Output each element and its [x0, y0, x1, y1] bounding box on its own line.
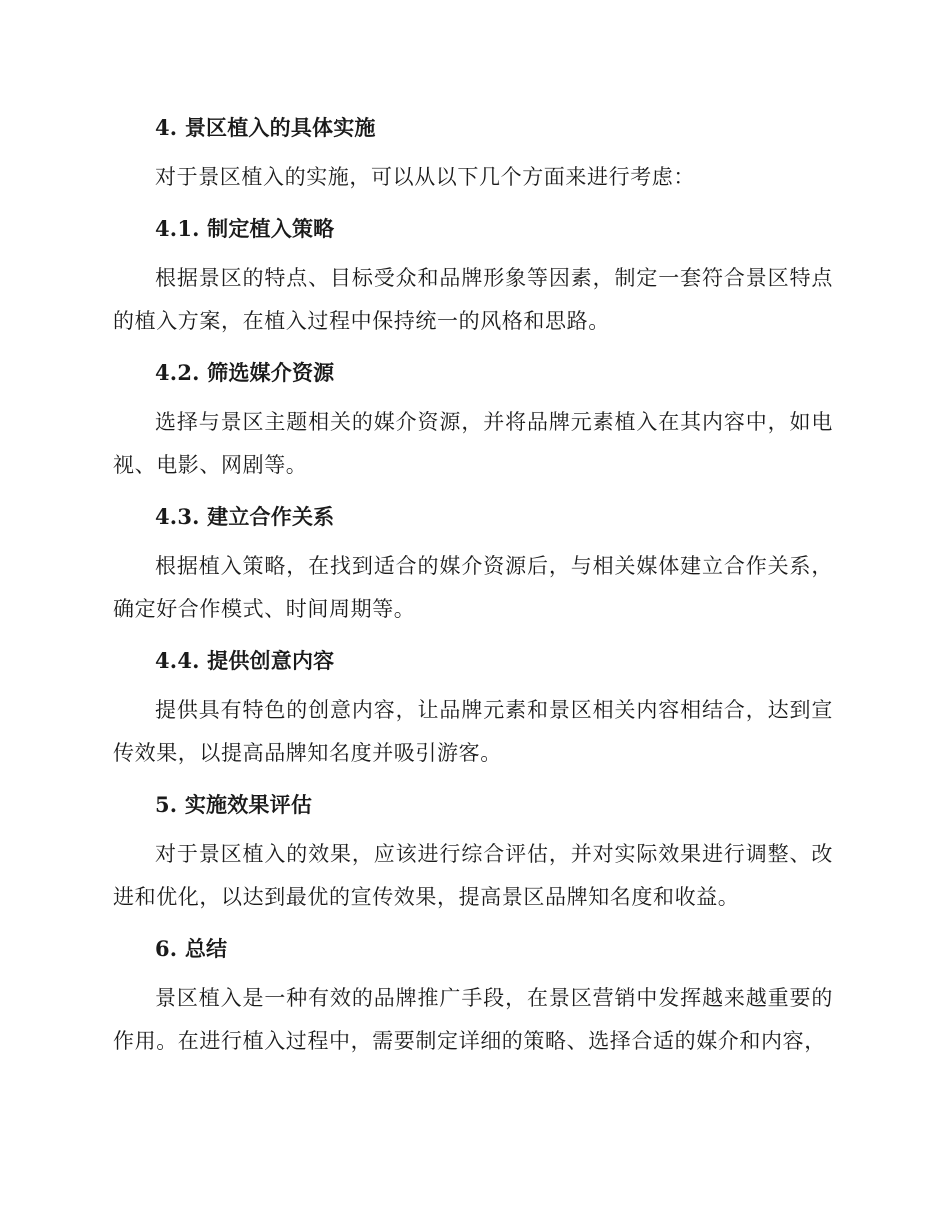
- section-body-5: 对于景区植入的效果，应该进行综合评估，并对实际效果进行调整、改进和优化，以达到最优的宣传效果，提高景区品牌知名度和收益。: [113, 842, 833, 909]
- section-heading-4-2: 4.2. 筛选媒介资源: [155, 360, 335, 385]
- section-heading-6: 6. 总结: [155, 936, 228, 961]
- section-heading-4: 4. 景区植入的具体实施: [155, 115, 376, 140]
- section-body-4: 对于景区植入的实施，可以从以下几个方面来进行考虑：: [155, 165, 695, 189]
- section-body-4-2: 选择与景区主题相关的媒介资源，并将品牌元素植入在其内容中，如电视、电影、网剧等。: [113, 410, 833, 477]
- section-heading-4-1: 4.1. 制定植入策略: [155, 216, 335, 241]
- section-heading-4-3: 4.3. 建立合作关系: [155, 504, 335, 529]
- section-heading-4-4: 4.4. 提供创意内容: [155, 648, 335, 673]
- section-body-4-4: 提供具有特色的创意内容，让品牌元素和景区相关内容相结合，达到宣传效果，以提高品牌知名度并吸引游客。: [113, 698, 833, 765]
- document-page: [113, 110, 833, 1063]
- section-body-4-3: 根据植入策略，在找到适合的媒介资源后，与相关媒体建立合作关系，确定好合作模式、时间周期等。: [113, 554, 833, 621]
- section-body-6: 景区植入是一种有效的品牌推广手段，在景区营销中发挥越来越重要的作用。在进行植入过程中，需要制定详细的策略、选择合适的媒介和内容，: [113, 986, 833, 1053]
- section-body-4-1: 根据景区的特点、目标受众和品牌形象等因素，制定一套符合景区特点的植入方案，在植入过程中保持统一的风格和思路。: [113, 266, 833, 333]
- section-heading-5: 5. 实施效果评估: [155, 792, 313, 817]
